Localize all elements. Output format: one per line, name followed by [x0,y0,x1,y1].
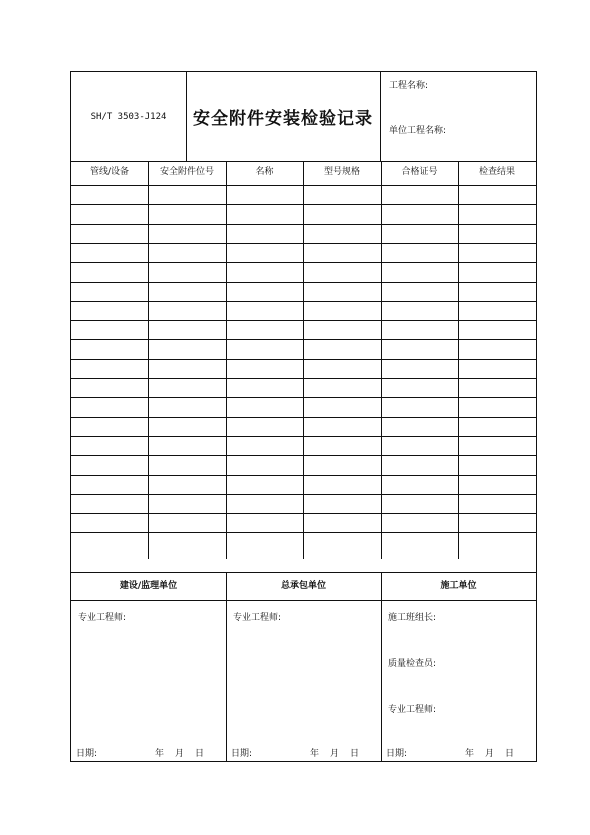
table-cell[interactable] [458,339,536,358]
table-cell[interactable] [303,417,381,436]
table-cell[interactable] [303,243,381,262]
table-cell[interactable] [381,320,458,339]
table-cell[interactable] [303,339,381,358]
table-cell[interactable] [148,397,226,416]
table-cell[interactable] [71,339,148,358]
table-column-line [148,161,149,559]
col3-quality-inspector-label: 质量检查员: [388,659,437,669]
sign-header-line [71,600,536,601]
table-cell[interactable] [148,185,226,204]
sign-divider-2 [381,572,382,761]
table-cell[interactable] [226,475,303,494]
unit-project-name-label: 单位工程名称: [389,126,447,136]
table-cell[interactable] [381,532,458,551]
table-cell[interactable] [148,532,226,551]
table-cell[interactable] [458,436,536,455]
table-cell[interactable] [381,417,458,436]
table-cell[interactable] [71,532,148,551]
table-cell[interactable] [458,475,536,494]
form-code: SH/T 3503-J124 [90,111,167,122]
table-cell[interactable] [458,185,536,204]
sign-divider-1 [226,572,227,761]
table-cell[interactable] [226,185,303,204]
table-cell[interactable] [381,359,458,378]
col3-day: 日 [505,749,515,759]
col3-date-label: 日期: [386,749,408,759]
table-cell[interactable] [71,378,148,397]
col2-date-label: 日期: [231,749,253,759]
col3-year: 年 [465,749,475,759]
table-cell[interactable] [148,262,226,281]
table-cell[interactable] [226,436,303,455]
col1-year: 年 [155,749,165,759]
table-cell[interactable] [71,475,148,494]
header-divider-2 [380,72,381,161]
table-cell[interactable] [458,301,536,320]
table-cell[interactable] [71,455,148,474]
col1-engineer-label: 专业工程师: [78,613,127,623]
table-cell[interactable] [226,417,303,436]
table-cell[interactable] [381,224,458,243]
table-cell[interactable] [226,282,303,301]
table-cell[interactable] [148,224,226,243]
project-name-label: 工程名称: [389,81,429,91]
table-cell[interactable] [148,282,226,301]
table-cell[interactable] [226,494,303,513]
table-cell[interactable] [381,262,458,281]
col2-year: 年 [310,749,320,759]
table-cell[interactable] [458,282,536,301]
table-cell[interactable] [303,301,381,320]
table-cell[interactable] [226,262,303,281]
column-header-6: 检查结果 [478,167,515,177]
table-cell[interactable] [148,475,226,494]
table-cell[interactable] [381,282,458,301]
table-cell[interactable] [458,320,536,339]
table-cell[interactable] [381,339,458,358]
table-cell[interactable] [303,436,381,455]
table-cell[interactable] [458,417,536,436]
table-cell[interactable] [148,455,226,474]
column-header-4: 型号规格 [323,167,360,177]
table-cell[interactable] [381,378,458,397]
section-owner-supervisor: 建设/监理单位 [119,581,178,591]
column-header-3: 名称 [255,167,274,177]
table-cell[interactable] [148,359,226,378]
table-column-line [303,161,304,559]
table-cell[interactable] [303,378,381,397]
table-cell[interactable] [226,359,303,378]
table-cell[interactable] [148,417,226,436]
col1-month: 月 [175,749,185,759]
table-cell[interactable] [226,301,303,320]
table-cell[interactable] [381,243,458,262]
table-cell[interactable] [71,262,148,281]
table-cell[interactable] [226,224,303,243]
table-cell[interactable] [381,185,458,204]
col1-day: 日 [195,749,205,759]
table-cell[interactable] [226,397,303,416]
table-cell[interactable] [381,397,458,416]
table-cell[interactable] [71,243,148,262]
table-cell[interactable] [226,320,303,339]
table-cell[interactable] [71,513,148,532]
table-cell[interactable] [226,339,303,358]
col3-team-leader-label: 施工班组长: [388,613,437,623]
table-cell[interactable] [458,243,536,262]
table-cell[interactable] [303,320,381,339]
table-cell[interactable] [226,378,303,397]
col2-day: 日 [350,749,360,759]
col3-engineer-label: 专业工程师: [388,705,437,715]
column-header-5: 合格证号 [401,167,438,177]
table-cell[interactable] [458,455,536,474]
table-cell[interactable] [458,378,536,397]
form-title: 安全附件安装检验记录 [193,109,373,129]
table-cell[interactable] [71,185,148,204]
table-cell[interactable] [458,494,536,513]
table-cell[interactable] [71,301,148,320]
table-cell[interactable] [148,204,226,223]
table-column-line [458,161,459,559]
table-cell[interactable] [381,204,458,223]
section-general-contractor: 总承包单位 [280,581,326,591]
inspection-form [70,71,537,762]
table-cell[interactable] [381,513,458,532]
table-cell[interactable] [148,494,226,513]
table-cell[interactable] [303,532,381,551]
table-cell[interactable] [148,339,226,358]
table-cell[interactable] [381,475,458,494]
table-cell[interactable] [226,513,303,532]
table-cell[interactable] [71,204,148,223]
table-cell[interactable] [148,243,226,262]
table-cell[interactable] [303,359,381,378]
col3-month: 月 [485,749,495,759]
table-cell[interactable] [71,494,148,513]
table-cell[interactable] [381,436,458,455]
table-cell[interactable] [303,475,381,494]
table-cell[interactable] [303,185,381,204]
table-cell[interactable] [226,455,303,474]
table-cell[interactable] [71,417,148,436]
col2-engineer-label: 专业工程师: [233,613,282,623]
table-cell[interactable] [458,224,536,243]
table-cell[interactable] [226,243,303,262]
table-cell[interactable] [381,301,458,320]
table-cell[interactable] [71,282,148,301]
table-cell[interactable] [458,262,536,281]
table-cell[interactable] [148,513,226,532]
table-cell[interactable] [148,301,226,320]
table-cell[interactable] [303,397,381,416]
table-cell[interactable] [458,204,536,223]
table-cell[interactable] [381,494,458,513]
table-cell[interactable] [458,397,536,416]
table-cell[interactable] [71,359,148,378]
col2-month: 月 [330,749,340,759]
table-cell[interactable] [71,397,148,416]
table-cell[interactable] [303,262,381,281]
table-cell[interactable] [303,455,381,474]
table-cell[interactable] [226,204,303,223]
table-cell[interactable] [148,378,226,397]
table-cell[interactable] [458,513,536,532]
table-cell[interactable] [303,494,381,513]
table-cell[interactable] [71,224,148,243]
table-cell[interactable] [303,513,381,532]
column-header-2: 安全附件位号 [159,167,214,177]
table-cell[interactable] [458,359,536,378]
column-header-1: 管线/设备 [89,167,130,177]
table-cell[interactable] [226,532,303,551]
table-cell[interactable] [71,320,148,339]
table-cell[interactable] [303,224,381,243]
table-cell[interactable] [381,455,458,474]
table-cell[interactable] [148,436,226,455]
table-column-line [226,161,227,559]
col1-date-label: 日期: [76,749,98,759]
table-cell[interactable] [148,320,226,339]
table-cell[interactable] [303,282,381,301]
table-cell[interactable] [458,532,536,551]
section-construction-unit: 施工单位 [440,581,477,591]
table-cell[interactable] [303,204,381,223]
table-cell[interactable] [71,436,148,455]
table-column-line [381,161,382,559]
